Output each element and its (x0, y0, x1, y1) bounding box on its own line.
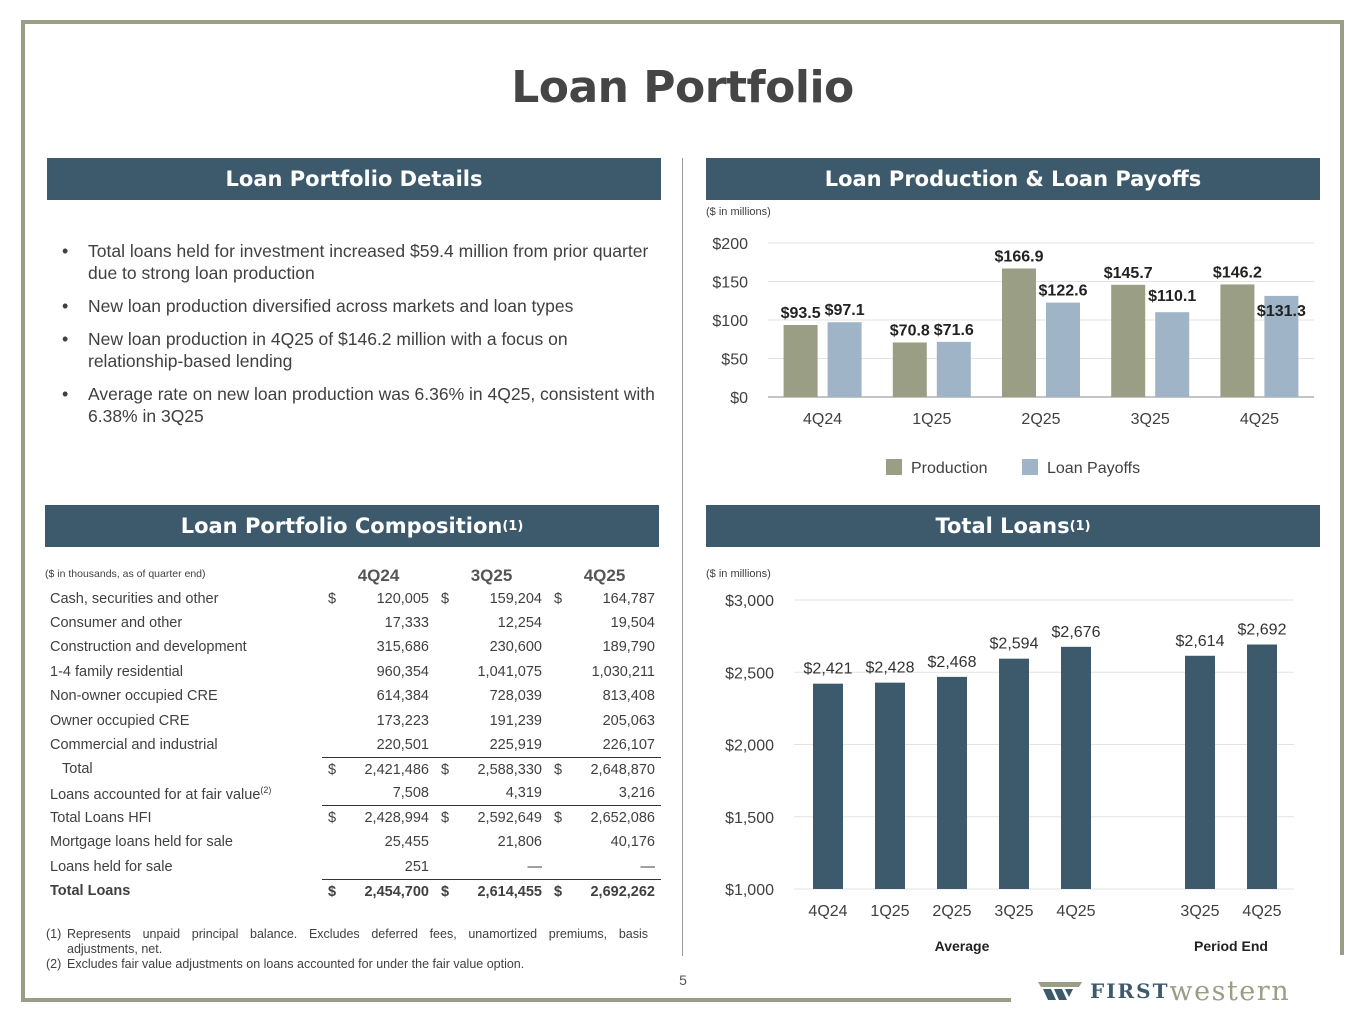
table-row (45, 733, 661, 757)
payoffs-bar (828, 322, 862, 397)
group-label: Period End (1194, 938, 1268, 954)
currency-symbol (548, 611, 562, 635)
production-header-label: Loan Production & Loan Payoffs (824, 167, 1202, 191)
currency-symbol (435, 782, 449, 806)
currency-symbol: $ (435, 806, 449, 830)
data-label: $71.6 (933, 321, 974, 339)
row-label-text: Non-owner occupied CRE (50, 688, 218, 705)
x-tick-label: 4Q25 (1239, 411, 1279, 428)
details-bullet-list (60, 240, 660, 438)
logo-mark-icon (1038, 980, 1082, 1002)
y-tick-label: $2,000 (725, 737, 774, 755)
table-cell-value: 1,030,211 (591, 663, 655, 680)
currency-symbol: $ (328, 590, 337, 607)
y-tick-label: $150 (712, 274, 748, 292)
currency-symbol (322, 660, 336, 684)
frame-top-border (21, 20, 1344, 24)
currency-symbol (322, 830, 336, 854)
data-label: $2,614 (1175, 632, 1225, 650)
x-tick-label: 4Q24 (803, 411, 843, 428)
data-label: $146.2 (1212, 264, 1262, 282)
legend-label: Loan Payoffs (1047, 460, 1141, 477)
table-row (45, 708, 661, 732)
table-cell-value: 2,421,486 (336, 757, 435, 781)
bullet-item: • New loan production in 4Q25 of $146.2 million with a focus on relationship-based lending (60, 328, 660, 372)
row-label (45, 855, 322, 879)
row-label-text: Mortgage loans held for sale (50, 834, 233, 851)
bullet-item: • New loan production diversified across markets and loan types (60, 295, 660, 317)
table-cell-value: 230,600 (489, 639, 542, 656)
production-units-note: ($ in millions) (706, 206, 771, 218)
data-label: $145.7 (1103, 264, 1153, 282)
composition-footnotes (46, 927, 648, 972)
table-cell-value: 19,504 (610, 614, 655, 631)
currency-symbol (548, 660, 562, 684)
x-tick-label: 1Q25 (870, 903, 910, 920)
data-label: $2,676 (1051, 623, 1101, 641)
y-tick-label: $1,500 (725, 809, 774, 827)
table-cell-value: 2,614,455 (449, 879, 548, 903)
data-label: $93.5 (780, 305, 821, 323)
frame-left-border (21, 20, 25, 1002)
details-header (47, 158, 661, 200)
currency-symbol: $ (322, 806, 336, 830)
table-row (45, 855, 661, 879)
currency-symbol (548, 733, 562, 757)
row-label-text: Loans accounted for at fair value (50, 786, 261, 803)
currency-symbol (435, 611, 449, 635)
row-label-text: Owner occupied CRE (50, 712, 190, 729)
company-logo (1038, 974, 1290, 1008)
row-label-text: Construction and development (50, 639, 247, 656)
data-label: $2,468 (927, 653, 977, 671)
footnote-item (46, 957, 648, 972)
table-cell-value: 2,692,262 (562, 879, 661, 903)
total-loans-bar (999, 659, 1029, 889)
table-cell-value: 2,652,086 (562, 806, 661, 830)
footnote-text: Represents unpaid principal balance. Excludes deferred fees, unamortized premiums, basis adjustments, net. (67, 927, 648, 956)
production-bar (1220, 284, 1254, 397)
currency-symbol (322, 708, 336, 732)
data-label: $131.3 (1256, 302, 1306, 320)
page-number: 5 (679, 972, 687, 988)
currency-symbol (435, 855, 449, 879)
row-label-text: Total Loans (50, 883, 131, 900)
table-cell-value: 2,648,870 (562, 757, 661, 781)
table-cell-value: 960,354 (376, 663, 429, 680)
table-cell-value: 251 (404, 858, 429, 875)
table-cell-value: 2,454,700 (336, 879, 435, 903)
row-label (45, 733, 322, 757)
logo-western-text: western (1169, 975, 1291, 1007)
row-label (45, 586, 322, 610)
composition-units-note: ($ in thousands, as of quarter end) (45, 568, 206, 581)
row-label (45, 879, 322, 903)
row-label-text: Commercial and industrial (50, 736, 218, 753)
table-cell-value: 21,806 (497, 834, 542, 851)
column-header: 4Q25 (583, 566, 626, 586)
table-header-row (45, 562, 661, 586)
row-label (45, 635, 322, 659)
table-cell-value: 1,041,075 (477, 663, 542, 680)
x-tick-label: 2Q25 (1021, 411, 1061, 428)
table-cell-value: 12,254 (497, 614, 542, 631)
table-cell-value: 3,216 (618, 785, 655, 802)
currency-symbol (548, 635, 562, 659)
currency-symbol (548, 708, 562, 732)
composition-table (45, 562, 661, 903)
total-loans-bar (937, 677, 967, 889)
production-bar (1002, 268, 1036, 397)
table-row (45, 830, 661, 854)
currency-symbol (435, 733, 449, 757)
payoffs-bar (937, 342, 971, 397)
frame-right-border (1340, 20, 1344, 955)
table-cell-value: 2,428,994 (336, 806, 435, 830)
currency-symbol: $ (548, 806, 562, 830)
y-tick-label: $0 (730, 390, 748, 407)
table-row (45, 684, 661, 708)
currency-symbol (435, 684, 449, 708)
row-label (45, 782, 322, 806)
bullet-item: • Average rate on new loan production was 6.36% in 4Q25, consistent with 6.38% in 3Q25 (60, 383, 660, 427)
table-cell-value: 120,005 (376, 590, 429, 607)
currency-symbol (322, 684, 336, 708)
vertical-divider (682, 158, 683, 956)
row-label-text: Total (62, 761, 93, 778)
data-label: $2,428 (865, 659, 915, 677)
page-title: Loan Portfolio (511, 62, 854, 113)
composition-header (45, 505, 659, 547)
x-tick-label: 3Q25 (1130, 411, 1170, 428)
row-label (45, 757, 322, 781)
currency-symbol: $ (322, 879, 336, 903)
x-tick-label: 3Q25 (1180, 903, 1220, 920)
column-header: 4Q24 (357, 566, 400, 586)
table-cell-value: 159,204 (489, 590, 542, 607)
currency-symbol: $ (435, 757, 449, 781)
column-header: 3Q25 (470, 566, 513, 586)
table-row (45, 806, 661, 830)
legend-label: Production (911, 460, 988, 477)
production-bar (1111, 285, 1145, 397)
table-cell-value: 173,223 (376, 712, 429, 729)
table-cell-value: — (640, 858, 655, 875)
table-cell-value: 728,039 (489, 688, 542, 705)
footnote-number: (1) (46, 927, 62, 941)
x-tick-label: 2Q25 (932, 903, 972, 920)
legend-swatch (886, 459, 902, 475)
currency-symbol (548, 855, 562, 879)
data-label: $2,421 (803, 660, 853, 678)
x-tick-label: 1Q25 (912, 411, 952, 428)
row-label-text: Consumer and other (50, 614, 183, 631)
frame-bottom-border (21, 998, 1011, 1002)
table-cell-value: 17,333 (384, 614, 429, 631)
table-cell-value: 25,455 (384, 834, 429, 851)
total-loans-units-note: ($ in millions) (706, 568, 771, 580)
composition-header-footnote-ref: (1) (502, 518, 524, 534)
row-label (45, 660, 322, 684)
currency-symbol: $ (441, 590, 450, 607)
table-cell-value: 813,408 (602, 688, 655, 705)
row-label (45, 806, 322, 830)
x-tick-label: 3Q25 (994, 903, 1034, 920)
table-cell-value: 614,384 (376, 688, 429, 705)
production-bar (893, 342, 927, 397)
currency-symbol (435, 660, 449, 684)
table-row (45, 782, 661, 806)
x-tick-label: 4Q25 (1242, 903, 1282, 920)
table-cell-value: 4,319 (505, 785, 542, 802)
y-tick-label: $1,000 (725, 882, 774, 899)
table-cell-value: 205,063 (602, 712, 655, 729)
table-cell-value: 191,239 (489, 712, 542, 729)
data-label: $122.6 (1038, 282, 1088, 300)
production-header (706, 158, 1320, 200)
y-tick-label: $3,000 (725, 593, 774, 610)
data-label: $97.1 (824, 302, 865, 320)
table-row (45, 660, 661, 684)
total-loans-bar (1185, 656, 1215, 889)
total-loans-bar (1061, 647, 1091, 889)
table-row (45, 611, 661, 635)
currency-symbol (548, 830, 562, 854)
group-label: Average (934, 938, 990, 954)
y-tick-label: $100 (712, 313, 748, 330)
currency-symbol (548, 684, 562, 708)
row-label (45, 611, 322, 635)
data-label: $110.1 (1148, 288, 1197, 306)
payoffs-bar (1155, 312, 1189, 397)
y-tick-label: $2,500 (725, 665, 774, 683)
currency-symbol: $ (435, 879, 449, 903)
table-row (45, 635, 661, 659)
row-label (45, 830, 322, 854)
row-footnote-ref: (2) (260, 784, 272, 795)
data-label: $166.9 (994, 248, 1044, 266)
x-tick-label: 4Q24 (808, 903, 848, 920)
currency-symbol (435, 635, 449, 659)
data-label: $2,692 (1237, 621, 1287, 639)
currency-symbol: $ (322, 757, 336, 781)
currency-symbol (435, 830, 449, 854)
table-cell-value: 164,787 (602, 590, 655, 607)
table-cell-value: 2,588,330 (449, 757, 548, 781)
total-loans-bar (813, 684, 843, 889)
bullet-item: • Total loans held for investment increased $59.4 million from prior quarter due to strong loan production (60, 240, 660, 284)
footnote-number: (2) (46, 957, 62, 971)
row-label-text: Cash, securities and other (50, 590, 219, 607)
y-tick-label: $50 (721, 351, 748, 369)
composition-header-label: Loan Portfolio Composition (180, 514, 503, 538)
total-loans-header-footnote-ref: (1) (1069, 518, 1091, 534)
production-bar (784, 325, 818, 397)
currency-symbol (548, 782, 562, 806)
legend-swatch (1022, 459, 1038, 475)
row-label (45, 708, 322, 732)
total-loans-bar (1247, 645, 1277, 889)
total-loans-header (706, 505, 1320, 547)
table-cell-value: 220,501 (376, 736, 429, 753)
currency-symbol (322, 782, 336, 806)
footnote-item (46, 927, 648, 957)
currency-symbol (322, 855, 336, 879)
table-cell-value: — (527, 858, 542, 875)
table-cell-value: 2,592,649 (449, 806, 548, 830)
table-row (45, 879, 661, 903)
y-tick-label: $200 (712, 236, 748, 253)
x-tick-label: 4Q25 (1056, 903, 1096, 920)
currency-symbol: $ (548, 757, 562, 781)
table-row (45, 757, 661, 781)
currency-symbol: $ (554, 590, 563, 607)
footnote-text: Excludes fair value adjustments on loans accounted for under the fair value option. (67, 957, 525, 971)
table-cell-value: 189,790 (602, 639, 655, 656)
logo-first-text: FIRST (1090, 979, 1170, 1003)
table-cell-value: 7,508 (392, 785, 429, 802)
currency-symbol (322, 733, 336, 757)
table-cell-value: 226,107 (602, 736, 655, 753)
currency-symbol (322, 635, 336, 659)
details-header-label: Loan Portfolio Details (225, 167, 483, 191)
table-cell-value: 40,176 (610, 834, 655, 851)
row-label-text: 1-4 family residential (50, 663, 183, 680)
data-label: $2,594 (989, 635, 1039, 653)
total-loans-chart (700, 585, 1325, 960)
currency-symbol (322, 611, 336, 635)
table-cell-value: 315,686 (376, 639, 429, 656)
currency-symbol (435, 708, 449, 732)
currency-symbol: $ (548, 879, 562, 903)
row-label (45, 684, 322, 708)
payoffs-bar (1046, 303, 1080, 397)
table-row (45, 586, 661, 610)
production-chart (700, 228, 1325, 490)
total-loans-header-label: Total Loans (935, 514, 1070, 538)
total-loans-bar (875, 683, 905, 889)
row-label-text: Total Loans HFI (50, 810, 152, 827)
table-cell-value: 225,919 (489, 736, 542, 753)
data-label: $70.8 (889, 322, 930, 340)
row-label-text: Loans held for sale (50, 858, 173, 875)
